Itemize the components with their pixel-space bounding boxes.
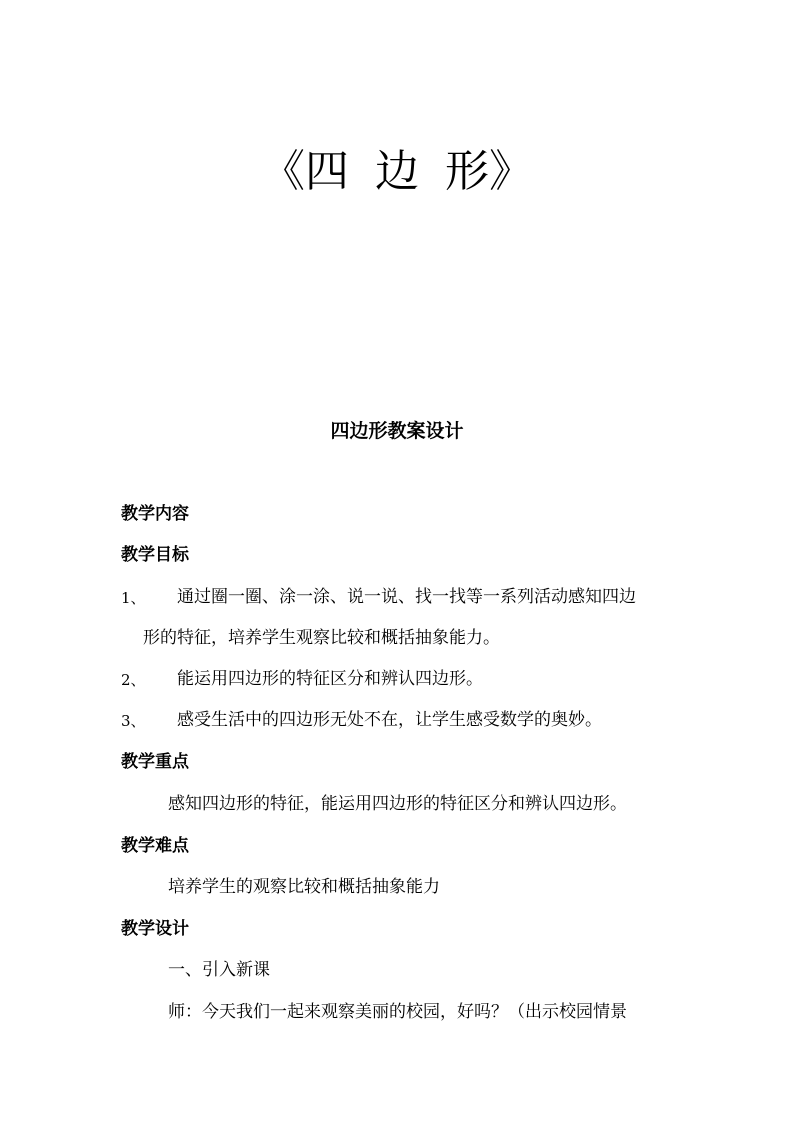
title-part-2: 边 — [375, 146, 419, 197]
section-heading-design: 教学设计 — [121, 919, 189, 939]
objective-line: 感受生活中的四边形无处不在，让学生感受数学的奥妙。 — [177, 710, 602, 730]
difficulty-text: 培养学生的观察比较和概括抽象能力 — [168, 877, 440, 897]
objective-line: 通过圈一圈、涂一涂、说一说、找一找等一系列活动感知四边 — [177, 587, 636, 607]
title-part-1: 《四 — [261, 146, 349, 197]
objective-number: 3、 — [121, 712, 146, 730]
objective-number: 1、 — [121, 589, 146, 607]
design-teacher-line: 师：今天我们一起来观察美丽的校园，好吗？（出示校园情景 — [168, 1002, 627, 1022]
section-heading-objectives: 教学目标 — [121, 545, 189, 565]
design-step-1: 一、引入新课 — [168, 960, 270, 980]
objective-number: 2、 — [121, 671, 146, 689]
document-subtitle: 四边形教案设计 — [330, 420, 464, 442]
section-heading-content: 教学内容 — [121, 504, 189, 524]
section-heading-difficulty: 教学难点 — [121, 836, 189, 856]
key-points-text: 感知四边形的特征，能运用四边形的特征区分和辨认四边形。 — [168, 794, 627, 814]
objective-line: 形的特征，培养学生观察比较和概括抽象能力。 — [143, 628, 500, 648]
title-part-3: 形》 — [445, 146, 533, 197]
objective-line: 能运用四边形的特征区分和辨认四边形。 — [177, 669, 483, 689]
document-title — [0, 142, 794, 202]
section-heading-key-points: 教学重点 — [121, 752, 189, 772]
